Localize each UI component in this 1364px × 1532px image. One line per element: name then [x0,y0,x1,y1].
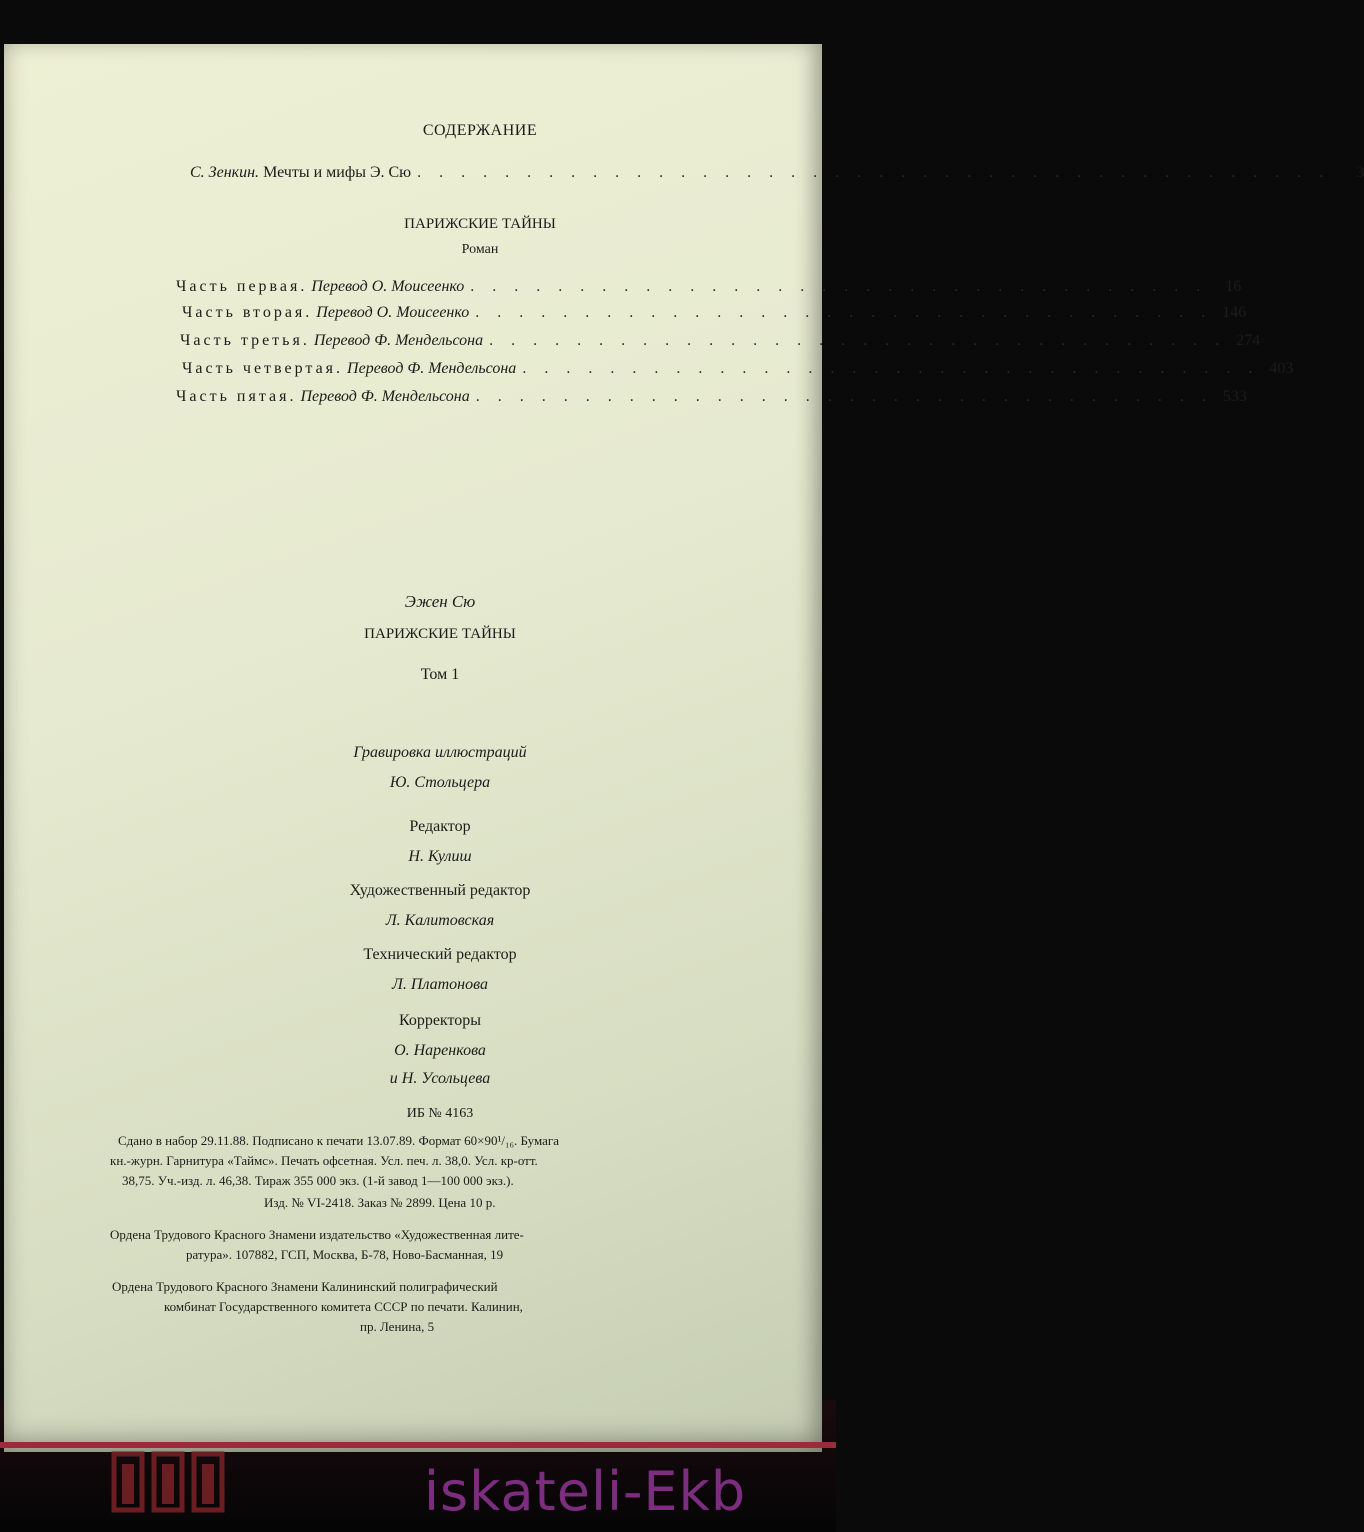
toc-part-translator: Перевод О. Моисеенко [316,304,470,321]
toc-page-number: 533 [1222,388,1247,405]
novel-genre: Роман [461,242,499,257]
toc-part-entry [182,360,516,378]
art-editor-name-text: Л. Калитовская [385,912,495,929]
toc-part-translator: Перевод Ф. Мендельсона [313,332,484,349]
toc-dot-leader: . . . . . . . . . . . . . . . . . . . . . . . . . . . . . . . . . . [470,278,1208,295]
imprint-line-2: кн.-журн. Гарнитура «Таймс». Печать офсетная. Усл. печ. л. 38,0. Усл. кр-отт. [110,1153,538,1168]
toc-page-number: 146 [1222,304,1247,321]
imprint-line-1: Сдано в набор 29.11.88. Подписано к печати 13.07.89. Формат 60×90¹/₁₆. Бумага [118,1133,559,1148]
engraving-name [300,774,580,792]
toc-intro-row [190,164,1364,182]
toc-part-row [176,278,1242,296]
toc-part-translator: Перевод О. Моисеенко [311,278,465,295]
engraving-name-text: Ю. Стольцера [389,774,491,791]
proofreaders-label: Корректоры [398,1012,482,1029]
editor-name [320,848,560,866]
toc-part-entry [180,332,483,350]
watermark-text: iskateli-Ekb [424,1460,747,1523]
toc-part-label: Часть четвертая. [182,360,344,377]
publisher-line-1: Ордена Трудового Красного Знамени издательство «Художественная лите- [110,1227,524,1242]
toc-page-number: 403 [1269,360,1294,377]
printer-line-3: пр. Ленина, 5 [360,1319,435,1334]
toc-page-number: 3 [1356,164,1364,181]
publisher-line-2: ратура». 107882, ГСП, Москва, Б-78, Ново-Басманная, 19 [186,1247,504,1262]
toc-part-entry [182,304,469,322]
contents-heading: СОДЕРЖАНИЕ [422,122,538,139]
tech-editor-name [280,976,600,994]
toc-part-label: Часть вторая. [182,304,313,321]
editor-label: Редактор [409,818,471,835]
toc-intro-title: Мечты и мифы Э. Сю [263,164,412,181]
tech-editor-label: Технический редактор [363,946,517,963]
toc-intro-author: С. Зенкин. [190,164,260,181]
printer-line-1: Ордена Трудового Красного Знамени Калининский полиграфический [112,1279,498,1294]
toc-part-translator: Перевод Ф. Мендельсона [300,388,470,405]
toc-part-label: Часть третья. [180,332,310,349]
credits-volume: Том 1 [420,666,460,683]
toc-part-label: Часть пятая. [176,388,297,405]
proofreader-1-text: О. Наренкова [394,1042,486,1059]
toc-part-label: Часть первая. [176,278,308,295]
toc-dot-leader: . . . . . . . . . . . . . . . . . . . . . . . . . . . . . . . . . . [489,332,1227,349]
toc-page-number: 274 [1236,332,1261,349]
credits-author-text: Эжен Сю [404,592,476,611]
toc-part-entry [176,278,464,296]
engraving-label-text: Гравировка иллюстраций [353,744,527,761]
toc-page-number: 16 [1225,278,1242,295]
imprint-line-4: Изд. № VI-2418. Заказ № 2899. Цена 10 р. [264,1195,496,1210]
toc-part-translator: Перевод Ф. Мендельсона [347,360,517,377]
novel-title: ПАРИЖСКИЕ ТАЙНЫ [404,216,556,232]
art-editor-name [280,912,600,930]
toc-intro-entry [190,164,411,182]
toc-dot-leader: . . . . . . . . . . . . . . . . . . . . . . . . . . . . . . . . . . [475,304,1213,321]
bookshelf-logo-icon [108,1444,232,1518]
proofreader-2 [280,1070,600,1088]
toc-part-row [182,360,1294,378]
toc-dot-leader: . . . . . . . . . . . . . . . . . . . . . . . . . . . . . . . . . . [522,360,1260,377]
imprint-line-3: 38,75. Уч.-изд. л. 46,38. Тираж 355 000 экз. (1-й завод 1—100 000 экз.). [122,1173,514,1188]
printer-line-2: комбинат Государственного комитета СССР по печати. Калинин, [164,1299,523,1314]
credits-author [280,592,600,612]
editor-name-text: Н. Кулиш [408,848,472,865]
credits-title: ПАРИЖСКИЕ ТАЙНЫ [364,626,516,642]
toc-dot-leader: . . . . . . . . . . . . . . . . . . . . . . . . . . . . . . . . . . [475,388,1213,405]
tech-editor-name-text: Л. Платонова [392,976,488,993]
art-editor-label: Художественный редактор [349,882,531,899]
proofreader-1 [280,1042,600,1060]
toc-part-entry [176,388,470,406]
proofreader-2-text: и Н. Усольцева [389,1070,491,1087]
ib-number: ИБ № 4163 [406,1106,474,1121]
toc-dot-leader: . . . . . . . . . . . . . . . . . . . . . . . . . . . . . . . . . . . . . . . . . . [417,164,1331,181]
engraving-label [260,744,620,762]
toc-part-row [180,332,1261,350]
toc-part-row [176,388,1247,406]
toc-part-row [182,304,1247,322]
